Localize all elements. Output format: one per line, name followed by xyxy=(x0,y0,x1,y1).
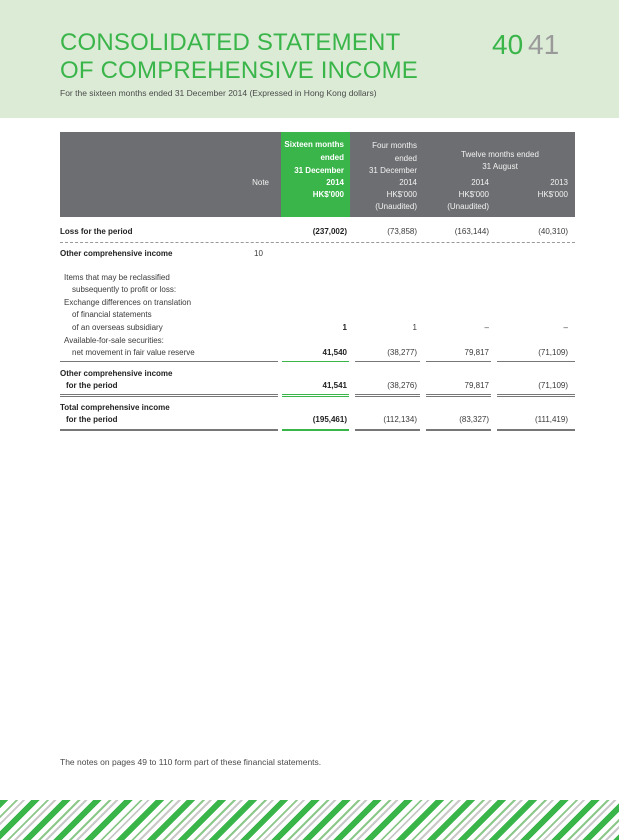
decorative-stripe-band xyxy=(0,800,619,840)
row-tci-v4: (111,419) xyxy=(534,415,568,424)
row-oci-total-label2: for the period xyxy=(66,381,118,390)
row-loss-v1: (237,002) xyxy=(312,227,347,236)
row-oci-total-v2: (38,276) xyxy=(387,381,417,390)
row-oci-total-v3: 79,817 xyxy=(464,381,489,390)
header-group-line2: 31 August xyxy=(482,162,518,171)
header-col2-line4: 2014 xyxy=(399,178,417,187)
divider xyxy=(355,394,420,397)
row-loss-v2: (73,858) xyxy=(387,227,417,236)
divider xyxy=(497,394,575,397)
row-tci-v1: (195,461) xyxy=(312,415,347,424)
items-line3: Exchange differences on translation xyxy=(64,298,192,307)
row-afs-v3: 79,817 xyxy=(464,348,489,357)
header-col1-line1: Sixteen months xyxy=(284,140,344,149)
header-col2-line2: ended xyxy=(394,154,417,163)
page-number-left: 40 xyxy=(492,29,524,60)
row-fx-v2: 1 xyxy=(412,323,417,332)
divider xyxy=(426,429,491,431)
divider xyxy=(426,394,491,397)
divider xyxy=(60,429,278,431)
header-col2-line6: (Unaudited) xyxy=(375,202,417,211)
divider xyxy=(60,361,278,362)
row-oci-total-v1: 41,541 xyxy=(322,381,347,390)
row-loss-v3: (163,144) xyxy=(454,227,489,236)
header-col3-line3: (Unaudited) xyxy=(447,202,489,211)
row-afs-v1: 41,540 xyxy=(322,348,347,357)
row-fx-v3: – xyxy=(484,323,489,332)
header-col2-line1: Four months xyxy=(372,141,417,150)
row-tci-v2: (112,134) xyxy=(383,415,417,424)
row-loss-label: Loss for the period xyxy=(60,227,133,236)
row-fx-v4: – xyxy=(563,323,568,332)
header-col3-line2: HK$'000 xyxy=(458,190,489,199)
header-col4-line2: HK$'000 xyxy=(537,190,568,199)
divider xyxy=(355,361,420,362)
divider xyxy=(355,429,420,431)
divider xyxy=(282,429,349,431)
row-afs-v2: (38,277) xyxy=(387,348,417,357)
row-oci-total-v4: (71,109) xyxy=(538,381,568,390)
divider xyxy=(60,242,575,243)
page-number-right: 41 xyxy=(528,29,560,60)
row-oci-label: Other comprehensive income xyxy=(60,249,173,258)
items-line2: subsequently to profit or loss: xyxy=(72,285,177,294)
row-fx-label: of an overseas subsidiary xyxy=(72,323,163,332)
divider xyxy=(497,429,575,431)
header-col1-line3: 31 December xyxy=(294,166,344,175)
header-col1-line2: ended xyxy=(320,153,344,162)
row-oci-note: 10 xyxy=(254,249,263,258)
row-afs-v4: (71,109) xyxy=(538,348,568,357)
divider xyxy=(282,394,349,397)
header-col2-line3: 31 December xyxy=(368,166,417,175)
header-col2-line5: HK$'000 xyxy=(386,190,417,199)
footnote: The notes on pages 49 to 110 form part of these financial statements. xyxy=(60,757,322,767)
row-fx-v1: 1 xyxy=(342,323,347,332)
header-col1-line4: 2014 xyxy=(326,178,344,187)
divider xyxy=(426,361,491,362)
divider xyxy=(497,361,575,362)
page-subtitle: For the sixteen months ended 31 December 2014 (Expressed in Hong Kong dollars) xyxy=(60,88,377,98)
afs-heading: Available-for-sale securities: xyxy=(64,336,164,345)
row-tci-v3: (83,327) xyxy=(459,415,489,424)
divider xyxy=(282,361,349,362)
items-line1: Items that may be reclassified xyxy=(64,273,170,282)
header-note: Note xyxy=(252,178,269,187)
header-col4-line1: 2013 xyxy=(550,178,568,187)
row-tci-label1: Total comprehensive income xyxy=(60,403,170,412)
row-oci-total-label1: Other comprehensive income xyxy=(60,369,173,378)
divider xyxy=(60,394,278,397)
page-title: CONSOLIDATED STATEMENT OF COMPREHENSIVE INCOME xyxy=(60,29,418,84)
items-line4: of financial statements xyxy=(72,310,152,319)
row-loss-v4: (40,310) xyxy=(538,227,568,236)
header-group-line1: Twelve months ended xyxy=(461,150,539,159)
header-col1-line5: HK$'000 xyxy=(312,190,344,199)
header-col3-line1: 2014 xyxy=(471,178,489,187)
row-tci-label2: for the period xyxy=(66,415,118,424)
row-afs-label: net movement in fair value reserve xyxy=(72,348,195,357)
